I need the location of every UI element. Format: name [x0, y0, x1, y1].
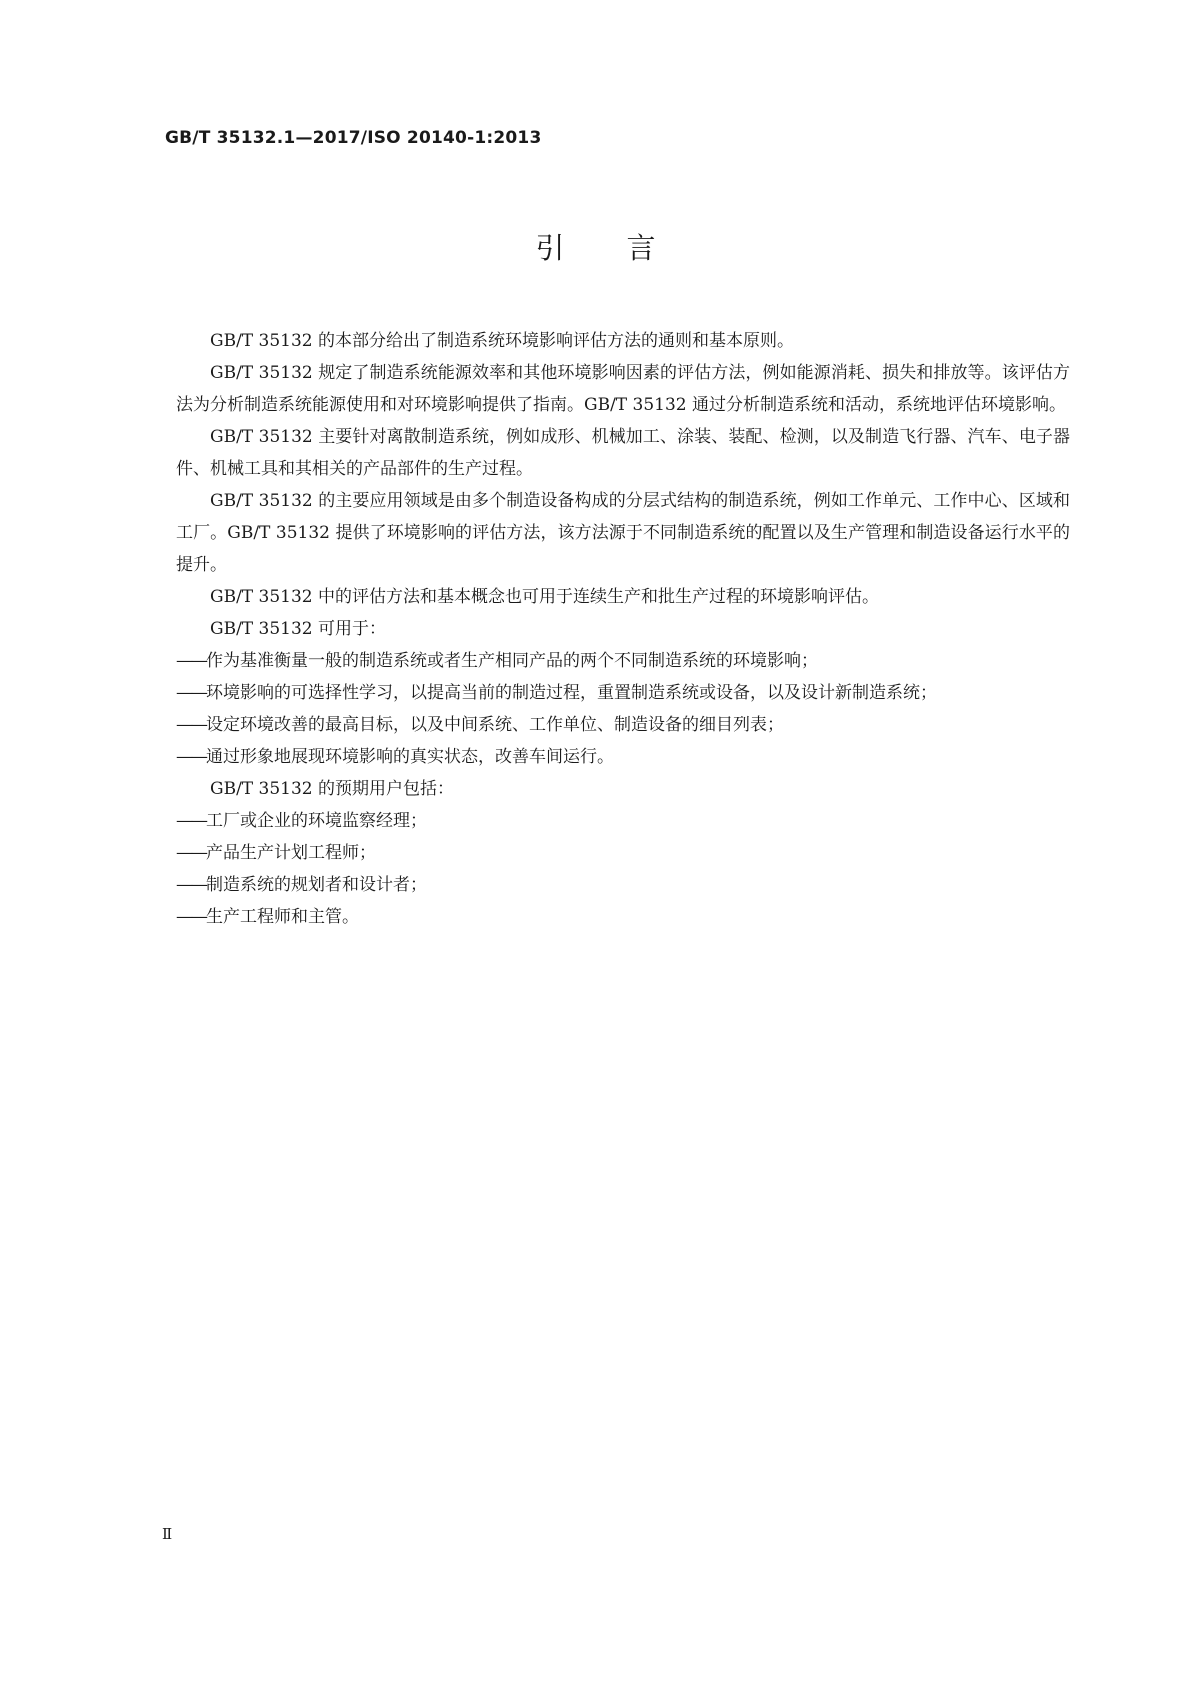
- list-dash: ——: [176, 683, 206, 703]
- page-number: Ⅱ: [162, 1525, 173, 1543]
- list-dash: ——: [176, 843, 206, 863]
- paragraph: GB/T 35132 可用于：: [210, 619, 387, 639]
- list-dash: ——: [176, 875, 206, 895]
- list-dash: ——: [176, 907, 206, 927]
- list-dash: ——: [176, 715, 206, 735]
- paragraph: GB/T 35132 的主要应用领域是由多个制造设备构成的分层式结构的制造系统，例如工作单元、工作中心、区域和工厂。GB/T 35132 提供了环境影响的评估方法，该方法源于不同制造系统的配置以及生产管理和制造设备运行水平的提升。: [176, 491, 1070, 575]
- page-title: 引言: [535, 231, 718, 265]
- document-body: [176, 325, 1070, 933]
- list-item-text: 生产工程师和主管。: [206, 907, 359, 927]
- list-item: [176, 741, 1070, 773]
- paragraph: GB/T 35132 中的评估方法和基本概念也可用于连续生产和批生产过程的环境影响评估。: [210, 587, 880, 607]
- page-header: GB/T 35132.1—2017/ISO 20140-1:2013: [165, 128, 542, 148]
- list-item-text: 作为基准衡量一般的制造系统或者生产相同产品的两个不同制造系统的环境影响；: [206, 651, 818, 671]
- paragraph: GB/T 35132 的本部分给出了制造系统环境影响评估方法的通则和基本原则。: [210, 331, 795, 351]
- list-dash: ——: [176, 651, 206, 671]
- list-item-text: 环境影响的可选择性学习，以提高当前的制造过程，重置制造系统或设备，以及设计新制造系统；: [206, 683, 937, 703]
- list-item: [176, 645, 1070, 677]
- list-item: [176, 901, 1070, 933]
- paragraph: GB/T 35132 规定了制造系统能源效率和其他环境影响因素的评估方法，例如能源消耗、损失和排放等。该评估方法为分析制造系统能源使用和对环境影响提供了指南。GB/T 35132 通过分析制造系统和活动，系统地评估环境影响。: [176, 363, 1070, 415]
- list-item-text: 工厂或企业的环境监察经理；: [206, 811, 427, 831]
- list-item: [176, 709, 1070, 741]
- paragraph: GB/T 35132 的预期用户包括：: [210, 779, 455, 799]
- paragraph: GB/T 35132 主要针对离散制造系统，例如成形、机械加工、涂装、装配、检测，以及制造飞行器、汽车、电子器件、机械工具和其相关的产品部件的生产过程。: [176, 427, 1070, 479]
- list-item-text: 通过形象地展现环境影响的真实状态，改善车间运行。: [206, 747, 614, 767]
- list-item-text: 制造系统的规划者和设计者；: [206, 875, 427, 895]
- list-dash: ——: [176, 747, 206, 767]
- list-item: [176, 869, 1070, 901]
- list-item-text: 产品生产计划工程师；: [206, 843, 376, 863]
- list-item: [176, 805, 1070, 837]
- list-item: [176, 677, 1070, 709]
- list-dash: ——: [176, 811, 206, 831]
- list-item: [176, 837, 1070, 869]
- list-item-text: 设定环境改善的最高目标，以及中间系统、工作单位、制造设备的细目列表；: [206, 715, 784, 735]
